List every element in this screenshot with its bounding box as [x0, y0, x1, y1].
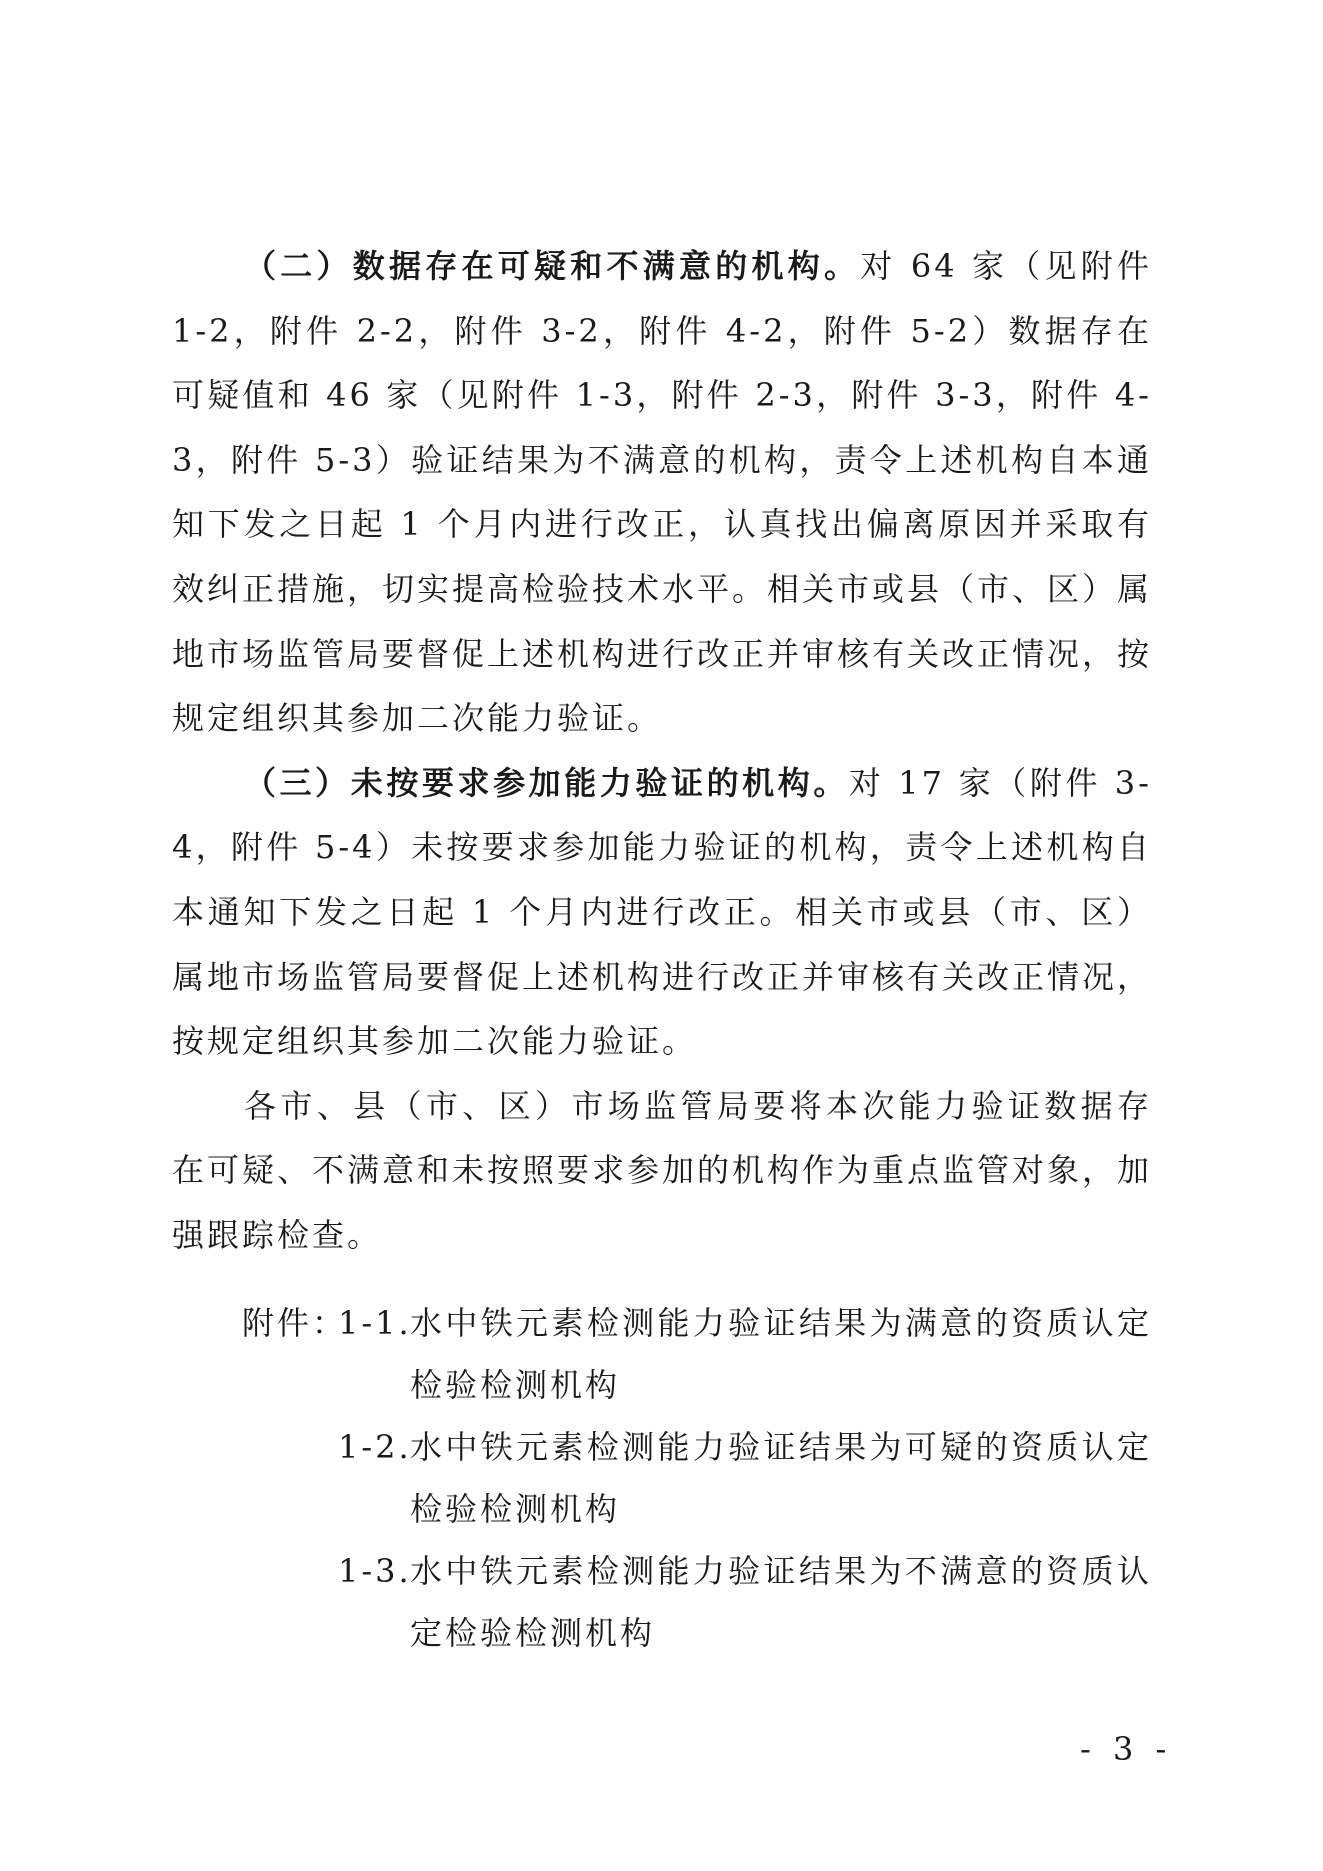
attachments-list: [172, 1292, 1152, 1664]
attachment-item: [172, 1416, 1152, 1540]
section-two-heading: （二）数据存在可疑和不满意的机构。: [244, 247, 861, 285]
attachment-title: 水中铁元素检测能力验证结果为可疑的资质认定检验检测机构: [410, 1428, 1152, 1528]
section-three-text: 对 17 家（附件 3-4，附件 5-4）未按要求参加能力验证的机构，责令上述机构自本通知下发之日起 1 个月内进行改正。相关市或县（市、区）属地市场监管局要督促上述机构进行改正并审核有关改正情况，按规定组织其参加二次能力验证。: [172, 763, 1153, 1061]
attachment-title: 水中铁元素检测能力验证结果为不满意的资质认定检验检测机构: [410, 1552, 1152, 1652]
section-two-paragraph: [172, 234, 1152, 751]
section-two-text: 对 64 家（见附件 1-2，附件 2-2，附件 3-2，附件 4-2，附件 5-2）数据存在可疑值和 46 家（见附件 1-3，附件 2-3，附件 3-3，附件 4-3，附件 5-3）验证结果为不满意的机构，责令上述机构自本通知下发之日起 1 个月内进行改正，认真找出偏离原因并采取有效纠正措施，切实提高检验技术水平。相关市或县（市、区）属地市场监管局要督促上述机构进行改正并审核有关改正情况，按规定组织其参加二次能力验证。: [172, 247, 1153, 738]
attachment-item: [172, 1540, 1152, 1664]
closing-paragraph: 各市、县（市、区）市场监管局要将本次能力验证数据存在可疑、不满意和未按照要求参加的机构作为重点监管对象，加强跟踪检查。: [172, 1086, 1153, 1254]
attachment-item: [172, 1292, 1152, 1416]
attachment-title: 水中铁元素检测能力验证结果为满意的资质认定检验检测机构: [410, 1304, 1152, 1404]
page-number: - 3 -: [1080, 1730, 1173, 1768]
section-three-paragraph: [172, 751, 1152, 1074]
attachment-number: 1-2.: [338, 1428, 412, 1466]
attachment-number: 1-1.: [338, 1304, 412, 1342]
section-three-heading: （三）未按要求参加能力验证的机构。: [244, 763, 849, 802]
body-text: [172, 234, 1152, 1268]
attachments-prefix: 附件：: [242, 1304, 348, 1342]
attachment-number: 1-3.: [338, 1552, 412, 1590]
